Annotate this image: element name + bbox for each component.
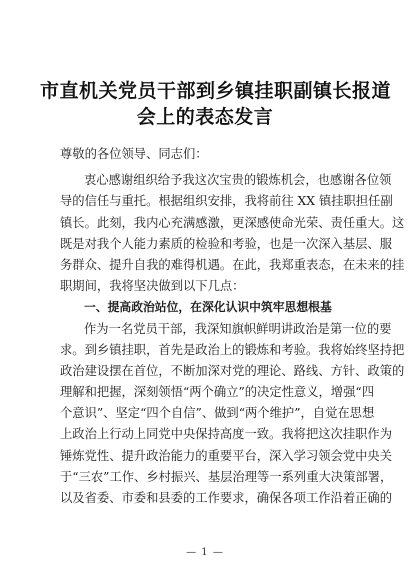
title-line-1: 市直机关党员干部到乡镇挂职副镇长报道	[40, 80, 392, 102]
paragraph-1-line-1: 衷心感谢组织给予我这次宝贵的锻炼机会，也感谢各位领	[84, 173, 392, 188]
paragraph-2-line-5: 个意识”、坚定“四个自信”、做到“两个维护”，自觉在思想	[60, 406, 375, 421]
paragraph-2-line-6: 上政治上行动上同党中央保持高度一致。我将把这次挂职作为	[60, 427, 393, 442]
paragraph-1-line-3: 镇长。此刻，我内心充满感激，更深感使命光荣、责任重大。这	[60, 215, 405, 230]
paragraph-2-line-2: 求。到乡镇挂职，首先是政治上的锻炼和考验。我将始终坚持把	[60, 342, 405, 357]
paragraph-2-line-8: 于“三农”工作、乡村振兴、基层治理等一系列重大决策部署，	[60, 469, 393, 484]
paragraph-1-line-5: 务群众、提升自我的难得机遇。在此，我郑重表态，在未来的挂	[60, 257, 405, 272]
paragraph-1-line-6: 职期间，我将坚决做到以下几点：	[60, 279, 245, 294]
paragraph-2-line-3: 政治建设摆在首位，不断加深对党的理论、路线、方针、政策的	[60, 363, 405, 378]
paragraph-2-line-4: 理解和把握，深刻领悟“两个确立”的决定性意义，增强“四	[60, 385, 374, 400]
section-1-heading: 一、提高政治站位，在深化认识中筑牢思想根基	[84, 300, 332, 315]
title-line-2: 会上的表态发言	[136, 106, 274, 128]
paragraph-2-line-1: 作为一名党员干部，我深知旗帜鲜明讲政治是第一位的要	[84, 321, 392, 336]
paragraph-2-line-7: 锤炼党性、提升政治能力的重要平台，深入学习领会党中央关	[60, 448, 393, 463]
paragraph-2-line-9: 以及省委、市委和县委的工作要求，确保各项工作沿着正确的	[60, 491, 393, 505]
salutation: 尊敬的各位领导、同志们：	[60, 147, 208, 161]
document-body	[60, 144, 405, 509]
paragraph-1-line-4: 既是对我个人能力素质的检验和考验，也是一次深入基层、服	[60, 236, 393, 251]
page-number: — 1 —	[186, 547, 224, 558]
paragraph-1-line-2: 导的信任与重托。根据组织安排，我将前往 XX 镇挂职担任副	[60, 194, 393, 209]
document-title	[40, 78, 392, 130]
